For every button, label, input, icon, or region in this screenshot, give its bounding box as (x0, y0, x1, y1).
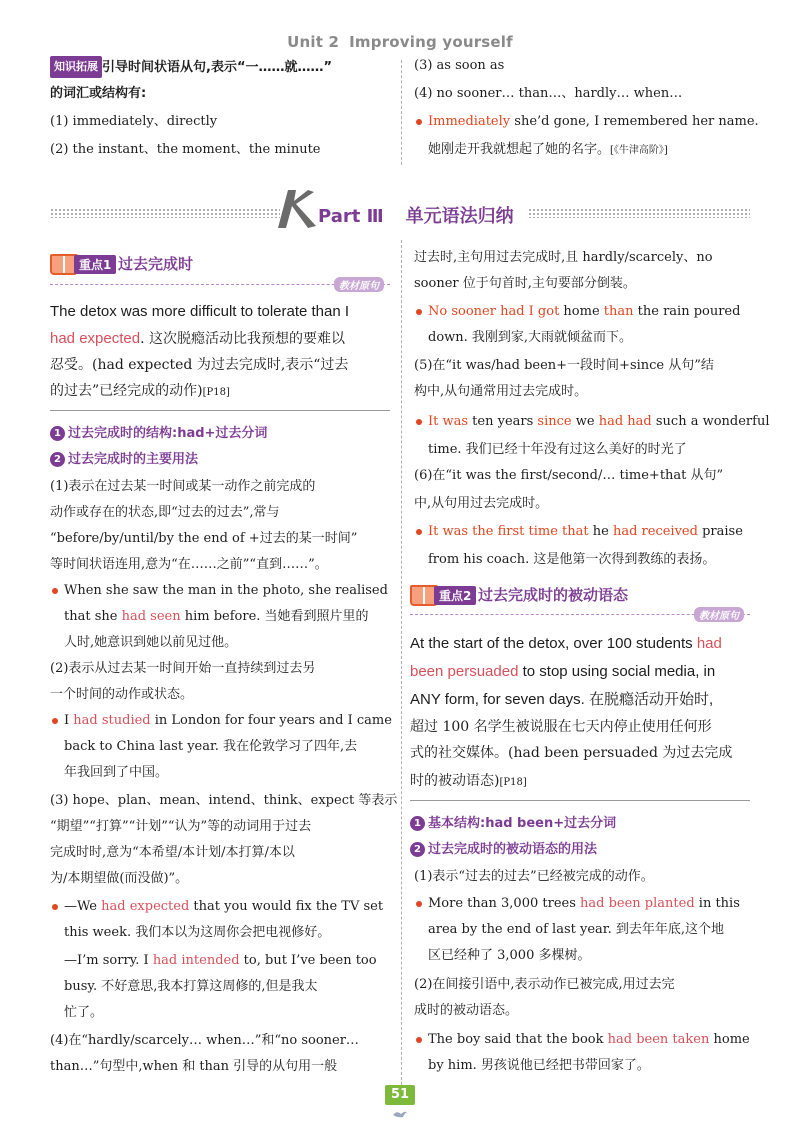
example-5-line-1: It was ten years since we had had such a wonderful (428, 414, 770, 429)
example-6-line-1: It was the first time that he had received praise (428, 524, 743, 539)
unit-header: Unit 2 Improving yourself (287, 33, 513, 51)
sec2-separator (410, 800, 750, 801)
usage-4-line-2: than…”句型中,when 和 than 引导的从句用一般 (50, 1059, 338, 1074)
usage-1-line-1: (1)表示在过去某一时间或某一动作之前完成的 (50, 479, 316, 494)
bullet-icon (416, 529, 422, 535)
sec2-example-2-line-1: The boy said that the book had been taken home (428, 1032, 750, 1047)
section-2-heading (410, 583, 750, 609)
usage-6-line-1: (6)在“it was the first/second/… time+that 从句” (414, 468, 724, 483)
section-2-title: 过去完成时的被动语态 (478, 586, 629, 604)
bullet-icon (52, 718, 58, 724)
example-2-line-3: 年我回到了中国。 (64, 765, 169, 780)
example-3-line-1: —We had expected that you would fix the TV set (64, 899, 384, 914)
example-6-line-2: from his coach. 这是他第一次得到教练的表扬。 (428, 552, 716, 567)
sec2-para-line-6: 时的被动语态)[P18] (410, 773, 527, 789)
knowledge-tag: 知识拓展 (50, 56, 102, 78)
sec2-example-2-line-2: by him. 男孩说他已经把书带回家了。 (428, 1058, 650, 1073)
example-1-line-3: 人时,她意识到她以前见过他。 (64, 635, 238, 650)
usage-5-line-2: 构中,从句通常用过去完成时。 (414, 384, 588, 399)
usage-5-line-1: (5)在“it was/had been+一段时间+since 从句”结 (414, 358, 714, 373)
bullet-icon (416, 419, 422, 425)
sec2-usage-2-line-2: 成时的被动语态。 (414, 1003, 519, 1018)
example-3-line-3: —I’m sorry. I had intended to, but I’ve been too (64, 953, 377, 968)
source-tag: 教材原句 (334, 277, 384, 292)
example-2-line-1: I had studied in London for four years and I came (64, 713, 392, 728)
example-1-line-2: that she had seen him before. 当她看到照片里的 (64, 609, 369, 624)
sec1-separator (50, 410, 390, 411)
sec1-point-2: 2 过去完成时的主要用法 (50, 450, 198, 470)
sec2-usage-2-line-1: (2)在间接引语中,表示动作已被完成,用过去完 (414, 977, 675, 992)
right-line-2: sooner 位于句首时,主句要部分倒装。 (414, 276, 636, 291)
part-k-logo (272, 186, 318, 232)
sec1-point-1: 1 过去完成时的结构:had+过去分词 (50, 424, 267, 444)
example-4-line-2: down. 我刚到家,大雨就倾盆而下。 (428, 330, 633, 345)
sec2-point-1: 1 基本结构:had been+过去分词 (410, 814, 616, 834)
section-2-tag: 重点2 (434, 586, 476, 605)
section-1-title: 过去完成时 (118, 255, 194, 273)
banner-dots-left (50, 208, 280, 218)
example-3-line-5: 忙了。 (64, 1005, 104, 1020)
knowledge-example: Immediately she’d gone, I remembered her name. (428, 114, 759, 129)
knowledge-item-4: (4) no sooner… than…、hardly… when… (414, 86, 683, 101)
usage-1-line-3: “before/by/until/by the end of +过去的某一时间” (50, 531, 358, 546)
knowledge-example-cn: 她刚走开我就想起了她的名字。[《牛津高阶》] (428, 142, 668, 157)
sec2-point-2: 2 过去完成时的被动语态的用法 (410, 840, 597, 860)
usage-3-line-2: “期望”“打算”“计划”“认为”等的动词用于过去 (50, 819, 312, 834)
usage-1-line-2: 动作或存在的状态,即“过去的过去”,常与 (50, 505, 280, 520)
example-5-line-2: time. 我们已经十年没有过这么美好的时光了 (428, 442, 687, 457)
usage-6-line-2: 中,从句用过去完成时。 (414, 496, 549, 511)
sec1-para-line-2: had expected. 这次脱瘾活动比我预想的要难以 (50, 330, 345, 347)
bullet-icon (52, 588, 58, 594)
example-1-line-1: When she saw the man in the photo, she realised (64, 583, 388, 598)
example-3-line-2: this week. 我们本以为这周你会把电视修好。 (64, 925, 331, 940)
page-number: 51 (385, 1085, 415, 1105)
section-1-heading (50, 252, 390, 278)
usage-1-line-4: 等时间状语连用,意为“在……之前”“直到……”。 (50, 557, 328, 572)
usage-3-line-3: 完成时时,意为“本希望/本计划/本打算/本以 (50, 845, 295, 860)
part-title: Part Ⅲ 单元语法归纳 (318, 206, 514, 227)
sec2-example-1-line-2: area by the end of last year. 到去年年底,这个地 (428, 922, 724, 937)
bullet-icon (416, 1037, 422, 1043)
knowledge-heading-2: 的词汇或结构有: (50, 86, 147, 101)
example-2-line-2: back to China last year. 我在伦敦学习了四年,去 (64, 739, 358, 754)
example-4-line-1: No sooner had I got home than the rain poured (428, 304, 741, 319)
sec2-example-1-line-1: More than 3,000 trees had been planted in this (428, 896, 740, 911)
usage-3-line-1: (3) hope、plan、mean、intend、think、expect 等表示 (50, 793, 398, 808)
sec2-para-line-5: 式的社交媒体。(had been persuaded 为过去完成 (410, 745, 733, 761)
sec1-para-line-4: 的过去”已经完成的动作)[P18] (50, 383, 230, 399)
sec2-para-line-2: been persuaded to stop using social media, in (410, 663, 716, 680)
bullet-icon (416, 309, 422, 315)
right-line-1: 过去时,主句用过去完成时,且 hardly/scarcely、no (414, 250, 713, 265)
bullet-icon (416, 119, 422, 125)
bird-icon (392, 1108, 408, 1122)
sec2-para-line-3: ANY form, for seven days. 在脱瘾活动开始时, (410, 691, 714, 708)
knowledge-item-3: (3) as soon as (414, 58, 505, 73)
usage-2-line-2: 一个时间的动作或状态。 (50, 687, 194, 702)
usage-3-line-4: 为/本期望做(而没做)”。 (50, 871, 189, 886)
bullet-icon (416, 901, 422, 907)
sec2-para-line-1: At the start of the detox, over 100 students had (410, 635, 722, 652)
sec2-example-1-line-3: 区已经种了 3,000 多棵树。 (428, 948, 591, 963)
knowledge-heading: 知识拓展 引导时间状语从句,表示“一……就……” (50, 56, 332, 78)
top-column-divider (401, 60, 402, 165)
example-3-line-4: busy. 不好意思,我本打算这周修的,但是我太 (64, 979, 318, 994)
sec1-para-line-3: 忍受。(had expected 为过去完成时,表示“过去 (50, 357, 349, 373)
bullet-icon (52, 904, 58, 910)
usage-2-line-1: (2)表示从过去某一时间开始一直持续到过去另 (50, 661, 316, 676)
sec2-para-line-4: 超过 100 名学生被说服在七天内停止使用任何形 (410, 719, 712, 735)
sec2-usage-1: (1)表示“过去的过去”已经被完成的动作。 (414, 869, 654, 884)
knowledge-item-1: (1) immediately、directly (50, 114, 218, 129)
knowledge-item-2: (2) the instant、the moment、the minute (50, 142, 321, 157)
banner-dots-right (528, 208, 750, 218)
section-1-tag: 重点1 (74, 255, 116, 274)
source-tag: 教材原句 (694, 607, 744, 622)
sec1-para-line-1: The detox was more difficult to tolerate than I (50, 303, 350, 320)
usage-4-line-1: (4)在“hardly/scarcely… when…”和“no sooner… (50, 1033, 359, 1048)
column-divider (401, 240, 402, 1100)
